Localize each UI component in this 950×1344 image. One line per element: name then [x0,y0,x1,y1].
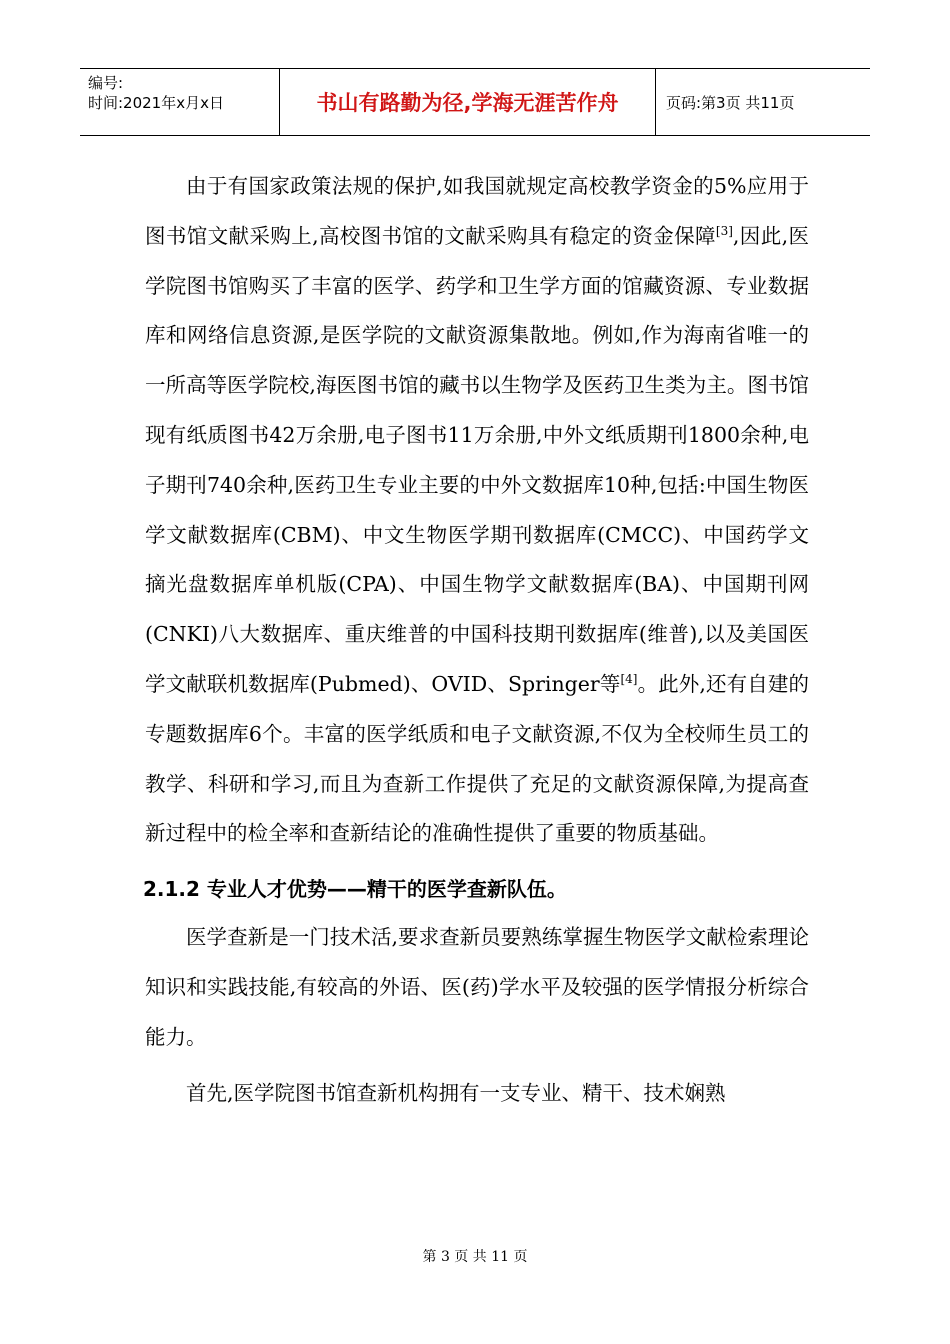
document-body [145,162,809,1118]
citation-reference: [4] [620,671,638,686]
document-date-label: 时间:2021年x月x日 [88,94,224,112]
citation-reference: [3] [715,223,733,238]
page-info-text: 页码:第3页 共11页 [666,93,795,112]
page-header [80,68,870,136]
document-number-label: 编号: [88,74,124,92]
paragraph-novelty-search: 医学查新是一门技术活,要求查新员要熟练掌握生物医学文献检索理论知识和实践技能,有较高的外语、医(药)学水平及较强的医学情报分析综合能力。 [145,925,809,1049]
paragraph-text: 由于有国家政策法规的保护,如我国就规定高校教学资金的5%应用于图书馆文献采购上,高校图书馆的文献采购具有稳定的资金保障 [145,174,809,248]
paragraph-text: ,因此,医学院图书馆购买了丰富的医学、药学和卫生学方面的馆藏资源、专业数据库和网络信息资源,是医学院的文献资源集散地。例如,作为海南省唯一的一所高等医学院校,海医图书馆的藏书以生物学及医药卫生类为主。图书馆现有纸质图书42万余册,电子图书11万余册,中外文纸质期刊1800余种,电子期刊740余种,医药卫生专业主要的中外文数据库10种,包括:中国生物医学文献数据库(CBM)、中文生物医学期刊数据库(CMCC)、中国药学文摘光盘数据库单机版(CPA)、中国生物学文献数据库(BA)、中国期刊网(CNKI)八大数据库、重庆维普的中国科技期刊数据库(维普),以及美国医学文献联机数据库(Pubmed)、OVID、Springer等 [145,223,809,696]
motto-text: 书山有路勤为径,学海无涯苦作舟 [316,91,619,115]
header-motto [280,69,656,135]
paragraph-text: 。此外,还有自建的专题数据库6个。丰富的医学纸质和电子文献资源,不仅为全校师生员工的教学、科研和学习,而且为查新工作提供了充足的文献资源保障,为提高查新过程中的检全率和查新结论的准确性提供了重要的物质基础。 [145,671,809,846]
paragraph-team: 首先,医学院图书馆查新机构拥有一支专业、精干、技术娴熟 [186,1080,726,1105]
header-meta [80,69,280,135]
footer-page-number: 第 3 页 共 11 页 [422,1249,528,1265]
page-footer [0,1246,950,1266]
section-heading: 2.1.2 专业人才优势——精干的医学查新队伍。 [143,877,567,902]
paragraph-library-resources [145,162,809,859]
header-page-info [656,69,870,135]
